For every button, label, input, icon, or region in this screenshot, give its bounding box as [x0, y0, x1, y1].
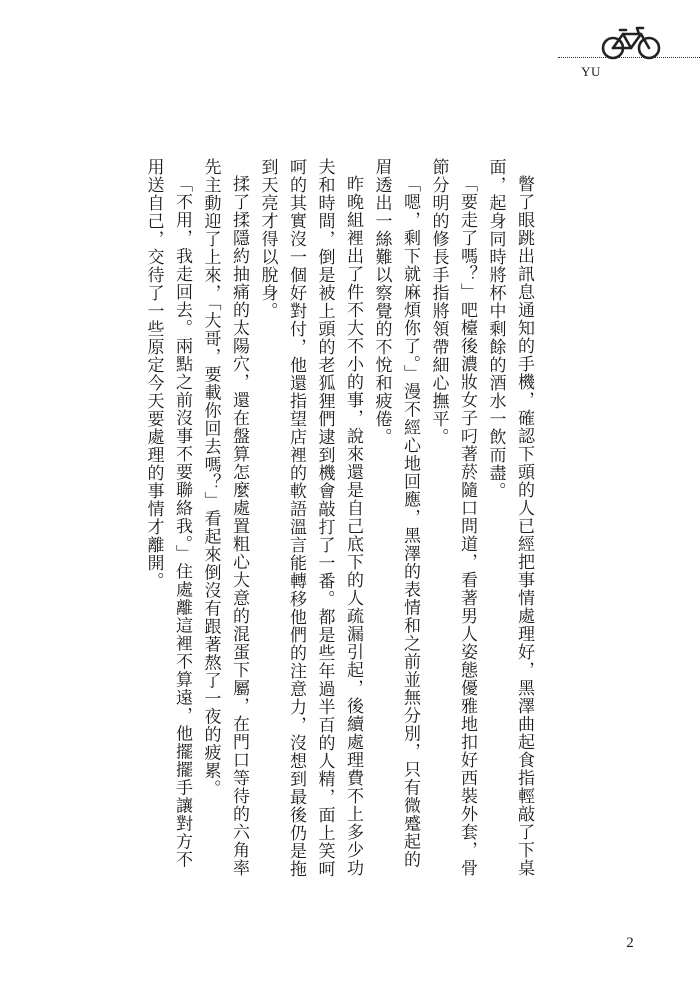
bicycle-icon [601, 26, 661, 60]
page-number: 2 [626, 935, 634, 951]
paragraph: 「不用，我走回去。兩點之前沒事不要聯絡我。」住處離這裡不算遠，他擺擺手讓對方不用送自己，交待了一些原定今天要處理的事情才離開。 [143, 158, 192, 869]
paragraph: 「要走了嗎？」吧檯後濃妝女子叼著菸隨口問道，看著男人姿態優雅地扣好西裝外套，骨節分明的修長手指將領帶細心撫平。 [428, 158, 477, 877]
header-author-tag: YU [581, 64, 601, 79]
paragraph: 「嗯，剩下就麻煩你了。」漫不經心地回應，黑澤的表情和之前並無分別，只有微蹙起的眉透出一絲難以察覺的不悅和疲倦。 [371, 158, 420, 869]
paragraph: 揉了揉隱約抽痛的太陽穴，還在盤算怎麼處置粗心大意的混蛋下屬，在門口等待的六角率先主動迎了上來，「大哥，要載你回去嗎？」看起來倒沒有跟著熬了一夜的疲累。 [200, 158, 249, 877]
paragraph: 昨晚組裡出了件不大不小的事，說來還是自己底下的人疏漏引起，後續處理費不上多少功夫和時間，倒是被上頭的老狐狸們逮到機會敲打了一番。都是些年過半百的人精，面上笑呵呵的其實沒一個好對付，他還指望店裡的軟語溫言能轉移他們的注意力，沒想到最後仍是拖到天亮才得以脫身。 [257, 158, 363, 878]
body-text [143, 158, 538, 878]
paragraph: 瞥了眼跳出訊息通知的手機，確認下頭的人已經把事情處理好，黑澤曲起食指輕敲了下桌面，起身同時將杯中剩餘的酒水一飲而盡。 [485, 158, 534, 877]
